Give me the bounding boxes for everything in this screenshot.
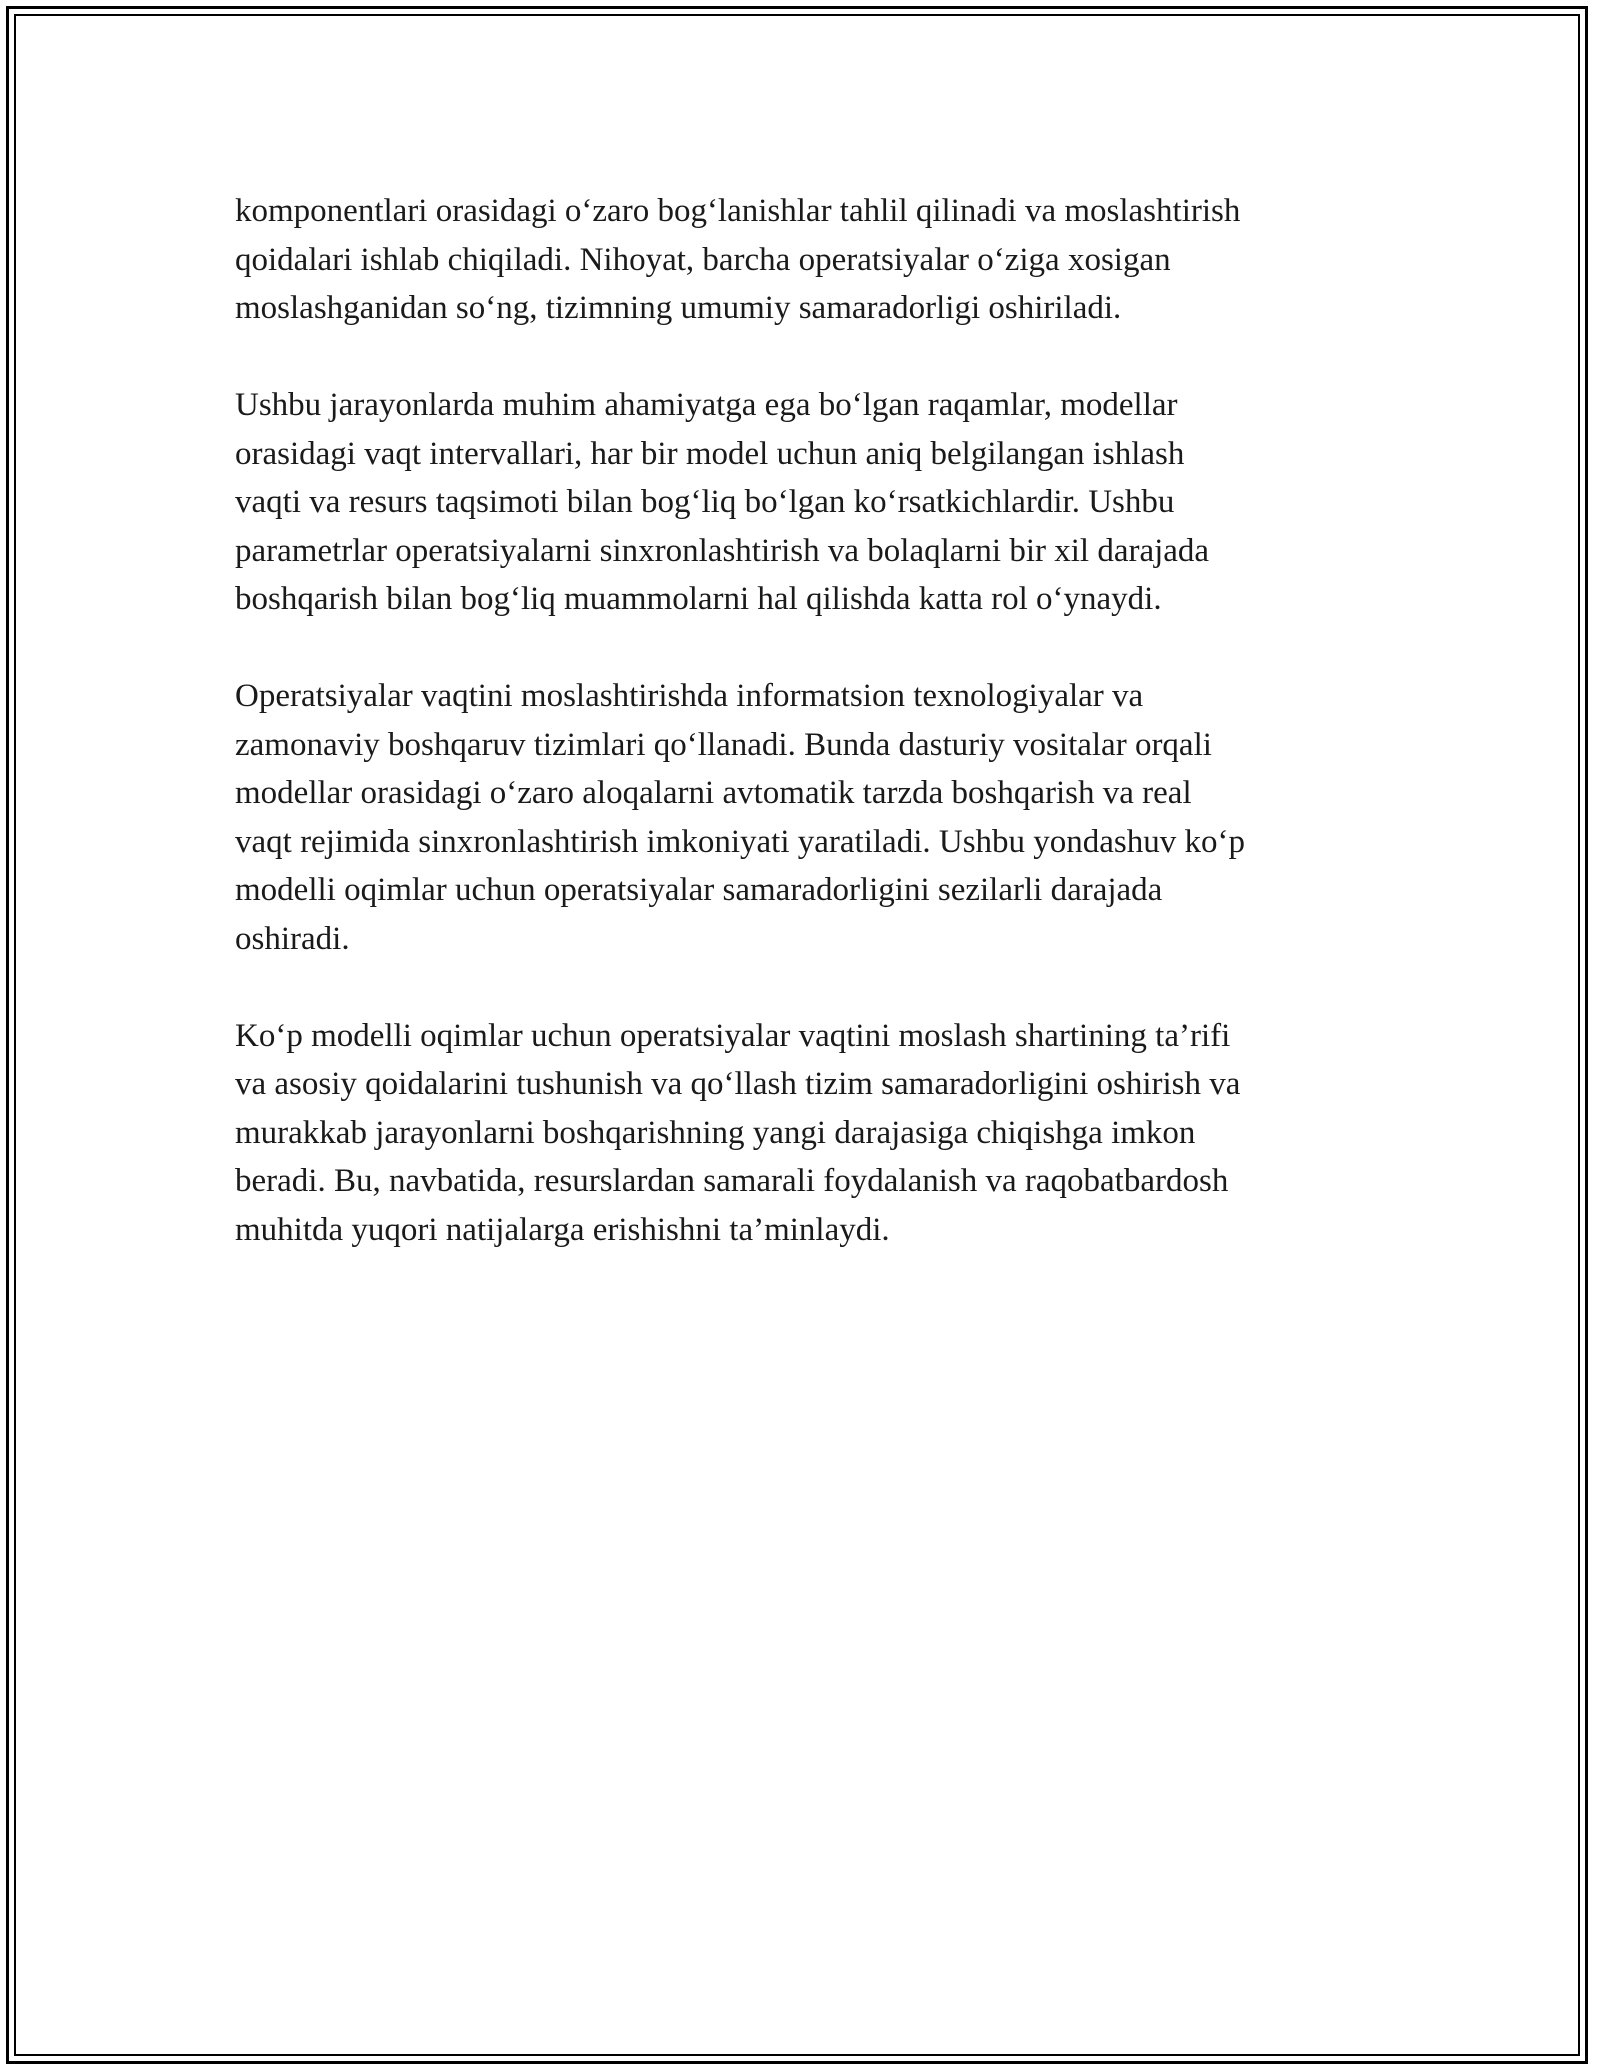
paragraph-2: Ushbu jarayonlarda muhim ahamiyatga ega bo‘lgan raqamlar, modellar orasidagi vaqt intervallari, har bir model uchun aniq belgilangan ishlash vaqti va resurs taqsimoti bilan bog‘liq bo‘lgan ko‘rsatkichlardir. Ushbu parametrlar operatsiyalarni sinxronlashtirish va bolaqlarni bir xil darajada boshqarish bilan bog‘liq muammolarni hal qilishda katta rol o‘ynaydi. xyxy=(235,387,1210,617)
paragraph-1: komponentlari orasidagi o‘zaro bog‘lanishlar tahlil qilinadi va moslashtirish qoidalari ishlab chiqiladi. Nihoyat, barcha operatsiyalar o‘ziga xosigan moslashganidan so‘ng, tizimning umumiy samaradorligi oshiriladi. xyxy=(235,193,1241,326)
paragraph-3: Operatsiyalar vaqtini moslashtirishda informatsion texnologiyalar va zamonaviy boshqaruv tizimlari qo‘llanadi. Bunda dasturiy vositalar orqali modellar orasidagi o‘zaro aloqalarni avtomatik tarzda boshqarish va real vaqt rejimida sinxronlashtirish imkoniyati yaratiladi. Ushbu yondashuv ko‘p modelli oqimlar uchun operatsiyalar samaradorligini sezilarli darajada oshiradi. xyxy=(235,678,1246,957)
paragraph-4: Ko‘p modelli oqimlar uchun operatsiyalar vaqtini moslash shartining ta’rifi va asosiy qoidalarini tushunish va qo‘llash tizim samaradorligini oshirish va murakkab jarayonlarni boshqarishning yangi darajasiga chiqishga imkon beradi. Bu, navbatida, resurslardan samarali foydalanish va raqobatbardosh muhitda yuqori natijalarga erishishni ta’minlaydi. xyxy=(235,1017,1241,1248)
document-body xyxy=(235,187,1375,1303)
